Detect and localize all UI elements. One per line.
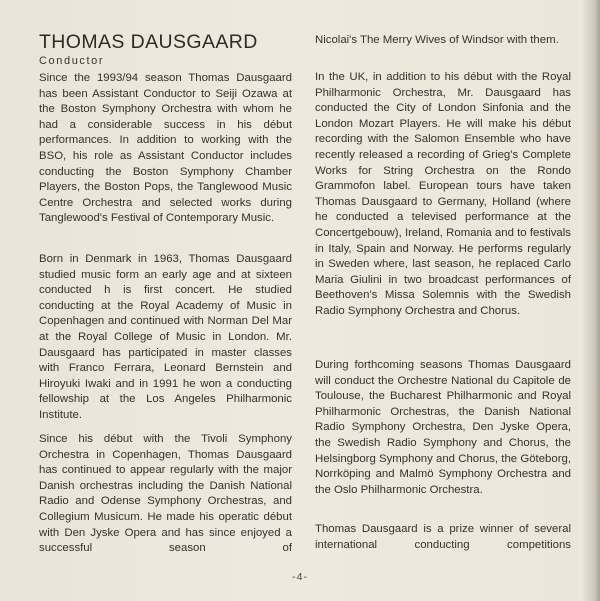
right-paragraph-2: In the UK, in addition to his début with the Royal Philharmonic Orchestra, Mr. Dausgaard has conducted the City of London Sinfonia and the London Mozart Players. He will make his début recording with the Salomon Ensemble who have recently released a recording of Grieg's Complete Works for String Orchestra on the Rondo Grammofon label. European tours have taken Thomas Dausgaard to Germany, Holland (where he conducted a televised performance at the Concertgebouw), Ireland, Romania and to festivals in Italy, Spain and Norway. He performs regularly in Sweden where, last season, he replaced Carlo Maria Giulini in two broadcast performances of Beethoven's Missa Solemnis with the Swedish Radio Symphony Orchestra and Chorus.	[315, 71, 571, 317]
left-paragraph-3: Since his début with the Tivoli Symphony Orchestra in Copenhagen, Thomas Dausgaard has continued to appear regularly with the major Danish orchestras including the Danish National Radio and Odense Symphony Orchestras, and Collegium Musicum. He made his operatic début with Den Jyske Opera and has since enjoyed a successful season of	[39, 433, 292, 555]
page-number: -4-	[292, 571, 308, 583]
page-edge-shadow	[582, 0, 600, 601]
page-subtitle: Conductor	[39, 55, 105, 67]
left-paragraph-1: Since the 1993/94 season Thomas Dausgaard has been Assistant Conductor to Seiji Ozawa at the Boston Symphony Orchestra with whom he had a considerable success in his début performances. In addition to working with the BSO, his role as Assistant Conductor includes conducting the Boston Symphony Chamber Players, the Boston Pops, the Tanglewood Music Centre Orchestra and selected works during Tanglewood's Festival of Contemporary Music.	[39, 72, 292, 225]
left-paragraph-2: Born in Denmark in 1963, Thomas Dausgaard studied music form an early age and at sixteen conducted h is first concert. He studied conducting at the Royal Academy of Music in Copenhagen and continued with Norman Del Mar at the Royal College of Music in London. Mr. Dausgaard has participated in master classes with Franco Ferrara, Leonard Bernstein and Hiroyuki Iwaki and in 1991 he won a conducting fellowship at the Los Angeles Philharmonic Institute.	[39, 253, 292, 421]
right-paragraph-1: Nicolai's The Merry Wives of Windsor with them.	[315, 34, 559, 46]
right-paragraph-3: During forthcoming seasons Thomas Dausgaard will conduct the Orchestre National du Capitole de Toulouse, the Bucharest Philharmonic and Royal Philharmonic Orchestras, the Danish National Radio Symphony Orchestra, Den Jyske Opera, the Swedish Radio Symphony and Chorus, the Helsingborg Symphony and Chorus, the Göteborg, Norrköping and Malmö Symphony Orchestra and the Oslo Philharmonic Orchestra.	[315, 359, 571, 496]
page-title: THOMAS DAUSGAARD	[39, 31, 258, 53]
right-paragraph-4: Thomas Dausgaard is a prize winner of several international conducting competitions	[315, 523, 571, 551]
